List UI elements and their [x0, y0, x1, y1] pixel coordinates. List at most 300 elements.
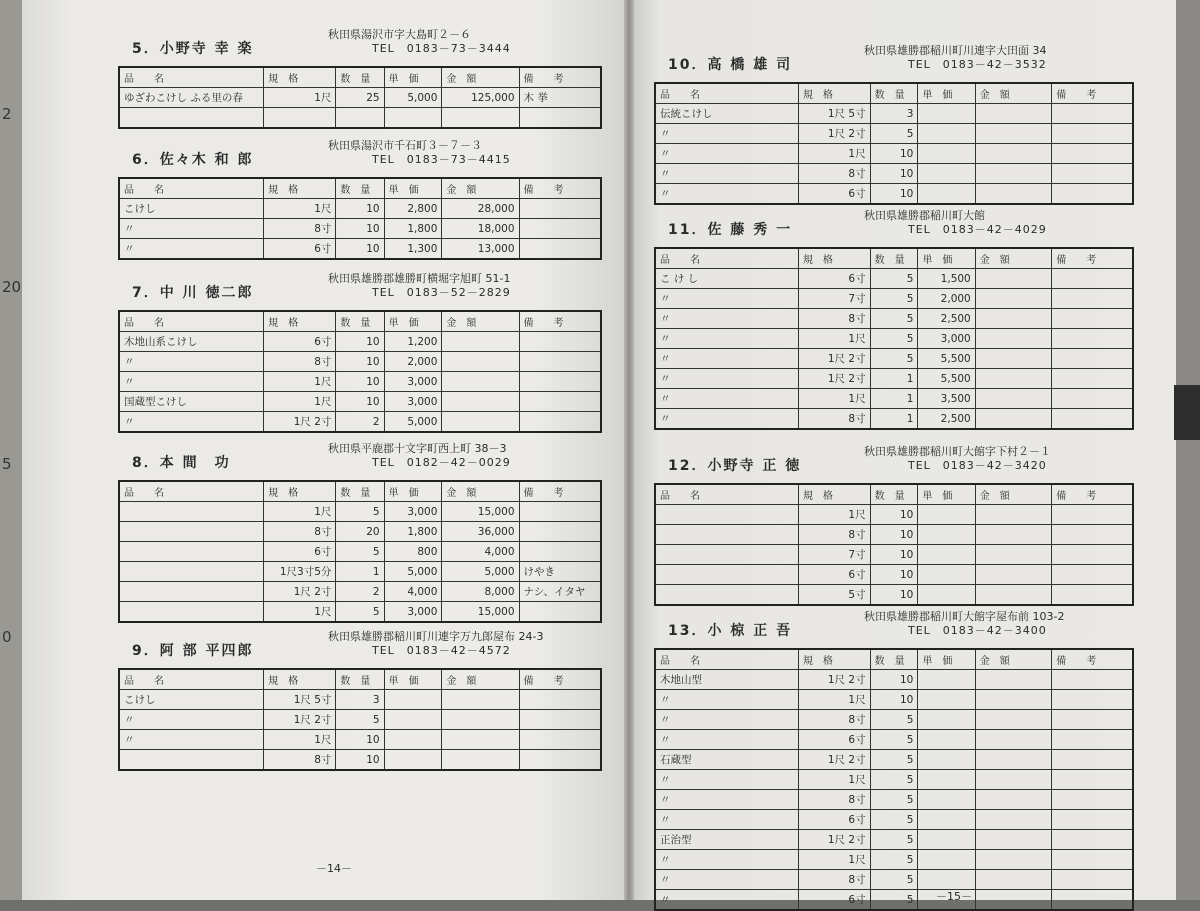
cell-amount: [975, 164, 1051, 184]
cell-unit: 3,000: [384, 372, 442, 392]
cell-name: 〃: [655, 164, 798, 184]
cell-note: けやき: [519, 562, 601, 582]
cell-unit: [918, 670, 975, 690]
cell-name: 〃: [655, 690, 798, 710]
table-row: [655, 730, 1133, 750]
cell-note: [519, 332, 601, 352]
cell-size: 6寸: [798, 810, 870, 830]
table-row: [119, 372, 601, 392]
cell-note: [1052, 389, 1133, 409]
cell-qty: 5: [870, 289, 918, 309]
cell-amount: [975, 790, 1051, 810]
cell-unit: [918, 104, 975, 124]
cell-size: 7寸: [798, 289, 870, 309]
cell-amount: 13,000: [442, 239, 519, 260]
column-header-note: 備 考: [1052, 484, 1133, 505]
cell-unit: 5,500: [918, 369, 975, 389]
table-row: [655, 525, 1133, 545]
cell-size: 1尺: [798, 144, 870, 164]
cell-size: 6寸: [264, 332, 336, 352]
cell-name: 〃: [655, 124, 798, 144]
cell-qty: 5: [870, 790, 918, 810]
table-row: [119, 108, 601, 129]
table-row: [119, 392, 601, 412]
column-header-size: 規 格: [264, 67, 336, 88]
cell-note: 木 挙: [519, 88, 601, 108]
cell-size: 6寸: [798, 565, 870, 585]
cell-amount: [975, 184, 1051, 205]
cell-note: [1052, 770, 1133, 790]
cell-unit: [918, 710, 975, 730]
cell-note: [1052, 670, 1133, 690]
cell-name: 〃: [119, 372, 264, 392]
column-header-name: 品 名: [655, 484, 798, 505]
column-header-note: 備 考: [1052, 649, 1133, 670]
cell-note: [1052, 525, 1133, 545]
cell-note: [519, 730, 601, 750]
price-table: [654, 648, 1134, 911]
cell-unit: 2,000: [384, 352, 442, 372]
cell-name: こ け し: [655, 269, 798, 289]
cell-amount: [975, 670, 1051, 690]
column-header-size: 規 格: [264, 311, 336, 332]
cell-note: [1052, 269, 1133, 289]
cell-name: 木地山型: [655, 670, 798, 690]
cell-qty: 10: [870, 164, 918, 184]
cell-amount: [975, 710, 1051, 730]
cell-size: 8寸: [264, 522, 336, 542]
cell-name: 〃: [655, 409, 798, 430]
cell-amount: [975, 104, 1051, 124]
price-table: [118, 310, 602, 433]
vendor-address: 秋田県平鹿郡十文字町西上町 38－3: [328, 442, 507, 455]
cell-note: [1052, 369, 1133, 389]
table-header-row: [655, 83, 1133, 104]
cell-note: [1052, 850, 1133, 870]
column-header-unit: 単 価: [384, 178, 442, 199]
column-header-amount: 金 額: [442, 311, 519, 332]
cell-qty: 2: [336, 582, 384, 602]
column-header-size: 規 格: [264, 481, 336, 502]
price-table: [654, 82, 1134, 205]
cell-amount: [975, 870, 1051, 890]
cell-note: [1052, 329, 1133, 349]
cell-note: [519, 199, 601, 219]
cell-qty: 1: [336, 562, 384, 582]
vendor-tel: TEL 0183－42－3420: [908, 459, 1047, 472]
cell-qty: 5: [870, 850, 918, 870]
cell-amount: [975, 409, 1051, 430]
vendor-name: 7．中 川 徳二郎: [132, 285, 254, 301]
cell-unit: [384, 730, 442, 750]
column-header-unit: 単 価: [384, 67, 442, 88]
column-header-name: 品 名: [119, 669, 264, 690]
cell-amount: [442, 690, 519, 710]
column-header-note: 備 考: [519, 178, 601, 199]
cell-note: [1052, 750, 1133, 770]
cell-qty: 2: [336, 412, 384, 433]
cell-qty: 10: [336, 199, 384, 219]
cell-qty: 5: [336, 502, 384, 522]
vendor-address: 秋田県湯沢市千石町３－７－３: [328, 139, 482, 152]
price-table: [118, 66, 602, 129]
cell-name: 〃: [655, 289, 798, 309]
cell-amount: [975, 289, 1051, 309]
cell-name: [119, 108, 264, 129]
column-header-qty: 数 量: [870, 484, 918, 505]
cell-qty: 10: [870, 585, 918, 606]
cell-name: [119, 542, 264, 562]
cell-size: 8寸: [264, 750, 336, 771]
cell-qty: 5: [870, 329, 918, 349]
cell-note: [1052, 144, 1133, 164]
cell-unit: [918, 585, 975, 606]
table-row: [119, 750, 601, 771]
cell-unit: [918, 830, 975, 850]
cell-qty: 5: [336, 602, 384, 623]
cell-amount: 36,000: [442, 522, 519, 542]
cell-unit: [918, 184, 975, 205]
cell-unit: [918, 545, 975, 565]
cell-qty: 10: [870, 525, 918, 545]
column-header-unit: 単 価: [384, 311, 442, 332]
cell-name: [119, 582, 264, 602]
cell-qty: 5: [870, 730, 918, 750]
cell-unit: 3,000: [384, 602, 442, 623]
ruler-mark: 2: [2, 105, 12, 123]
cell-qty: 5: [870, 349, 918, 369]
cell-name: [119, 522, 264, 542]
column-header-size: 規 格: [264, 178, 336, 199]
cell-size: 1尺: [264, 199, 336, 219]
table-row: [655, 369, 1133, 389]
cell-amount: [975, 144, 1051, 164]
cell-note: [519, 502, 601, 522]
cell-amount: [975, 810, 1051, 830]
cell-amount: 15,000: [442, 502, 519, 522]
table-row: [119, 690, 601, 710]
cell-note: [519, 412, 601, 433]
price-table: [118, 177, 602, 260]
cell-name: [655, 545, 798, 565]
cell-amount: [975, 830, 1051, 850]
cell-unit: [918, 870, 975, 890]
column-header-size: 規 格: [798, 649, 870, 670]
vendor-header: [118, 137, 602, 177]
cell-qty: 5: [870, 750, 918, 770]
cell-amount: [975, 690, 1051, 710]
cell-name: 〃: [655, 184, 798, 205]
cell-size: 1尺 5寸: [798, 104, 870, 124]
cell-note: [1052, 585, 1133, 606]
column-header-size: 規 格: [798, 248, 870, 269]
cell-qty: 5: [870, 124, 918, 144]
column-header-note: 備 考: [519, 481, 601, 502]
cell-unit: 3,500: [918, 389, 975, 409]
vendor-name: 9．阿 部 平四郎: [132, 643, 254, 659]
cell-amount: [975, 750, 1051, 770]
ruler: [0, 0, 22, 900]
table-row: [119, 602, 601, 623]
table-row: [655, 690, 1133, 710]
vendor-tel: TEL 0183－52－2829: [372, 286, 511, 299]
cell-qty: 5: [870, 890, 918, 911]
cell-name: 〃: [119, 352, 264, 372]
cell-size: 1尺: [264, 502, 336, 522]
cell-size: 1尺 2寸: [798, 349, 870, 369]
cell-note: [1052, 730, 1133, 750]
cell-note: [1052, 309, 1133, 329]
vendor-tel: TEL 0183－73－3444: [372, 42, 511, 55]
cell-unit: 5,000: [384, 412, 442, 433]
cell-amount: [975, 349, 1051, 369]
column-header-name: 品 名: [119, 67, 264, 88]
cell-note: [1052, 124, 1133, 144]
table-header-row: [119, 311, 601, 332]
vendor-address: 秋田県雄勝郡稲川町川連字大田面 34: [864, 44, 1047, 57]
cell-size: 1尺: [798, 690, 870, 710]
cell-note: [1052, 710, 1133, 730]
column-header-amount: 金 額: [975, 83, 1051, 104]
cell-amount: [975, 585, 1051, 606]
column-header-qty: 数 量: [336, 67, 384, 88]
vendor-section: [118, 270, 602, 433]
table-row: [119, 352, 601, 372]
cell-size: 1尺 5寸: [264, 690, 336, 710]
cell-amount: 8,000: [442, 582, 519, 602]
column-header-name: 品 名: [655, 248, 798, 269]
cell-size: 6寸: [264, 239, 336, 260]
column-header-size: 規 格: [264, 669, 336, 690]
table-row: [655, 164, 1133, 184]
cell-unit: [918, 124, 975, 144]
cell-amount: [975, 505, 1051, 525]
column-header-note: 備 考: [1052, 83, 1133, 104]
table-row: [655, 585, 1133, 606]
cell-note: [1052, 409, 1133, 430]
column-header-amount: 金 額: [442, 67, 519, 88]
cell-amount: [442, 332, 519, 352]
cell-name: こけし: [119, 690, 264, 710]
cell-qty: 10: [336, 750, 384, 771]
vendor-header: [118, 440, 602, 480]
cell-size: 8寸: [798, 790, 870, 810]
column-header-qty: 数 量: [870, 83, 918, 104]
cell-unit: 2,800: [384, 199, 442, 219]
table-row: [655, 184, 1133, 205]
table-row: [655, 565, 1133, 585]
cell-note: [1052, 565, 1133, 585]
cell-qty: 1: [870, 389, 918, 409]
vendor-address: 秋田県湯沢市字大島町２－６: [328, 28, 471, 41]
cell-qty: 10: [870, 184, 918, 205]
cell-unit: [918, 790, 975, 810]
cell-qty: 5: [870, 870, 918, 890]
cell-size: 1尺: [264, 602, 336, 623]
cell-qty: 10: [870, 565, 918, 585]
cell-name: 〃: [655, 349, 798, 369]
vendor-name: 8．本 間 功: [132, 455, 231, 471]
table-row: [119, 730, 601, 750]
table-row: [655, 389, 1133, 409]
cell-name: [655, 565, 798, 585]
cell-unit: 2,500: [918, 309, 975, 329]
column-header-name: 品 名: [655, 83, 798, 104]
column-header-name: 品 名: [655, 649, 798, 670]
table-header-row: [119, 178, 601, 199]
cell-name: 〃: [119, 239, 264, 260]
table-row: [655, 124, 1133, 144]
vendor-section: [118, 440, 602, 623]
table-row: [655, 810, 1133, 830]
cell-amount: [442, 730, 519, 750]
table-header-row: [655, 248, 1133, 269]
vendor-tel: TEL 0183－42－4572: [372, 644, 511, 657]
cell-unit: [918, 505, 975, 525]
cell-amount: [442, 372, 519, 392]
table-row: [119, 582, 601, 602]
cell-size: 1尺 2寸: [798, 830, 870, 850]
cell-unit: [384, 710, 442, 730]
table-row: [655, 289, 1133, 309]
column-header-note: 備 考: [1052, 248, 1133, 269]
cell-qty: 10: [336, 372, 384, 392]
cell-amount: [975, 309, 1051, 329]
cell-size: 6寸: [798, 184, 870, 205]
table-row: [655, 850, 1133, 870]
cell-note: [1052, 830, 1133, 850]
table-header-row: [119, 669, 601, 690]
cell-amount: [442, 392, 519, 412]
table-row: [655, 710, 1133, 730]
vendor-tel: TEL 0183－42－3400: [908, 624, 1047, 637]
cell-note: [1052, 690, 1133, 710]
cell-name: 〃: [655, 790, 798, 810]
background-edge: [1176, 0, 1200, 900]
cell-qty: 10: [336, 730, 384, 750]
table-row: [119, 88, 601, 108]
cell-qty: 5: [870, 269, 918, 289]
cell-name: 〃: [655, 710, 798, 730]
vendor-name: 5．小野寺 幸 楽: [132, 41, 254, 57]
cell-name: 正治型: [655, 830, 798, 850]
vendor-section: [654, 443, 1134, 606]
vendor-tel: TEL 0183－42－3532: [908, 58, 1047, 71]
table-row: [119, 522, 601, 542]
cell-name: 〃: [655, 810, 798, 830]
ruler-mark: 0: [2, 628, 12, 646]
cell-amount: 125,000: [442, 88, 519, 108]
vendor-name: 10．高 橋 雄 司: [668, 57, 793, 73]
cell-size: 6寸: [798, 269, 870, 289]
cell-amount: [975, 565, 1051, 585]
cell-note: [519, 710, 601, 730]
cell-name: 〃: [655, 870, 798, 890]
column-header-name: 品 名: [119, 178, 264, 199]
table-row: [655, 770, 1133, 790]
cell-qty: 10: [336, 332, 384, 352]
cell-size: 1尺 2寸: [798, 124, 870, 144]
table-row: [655, 750, 1133, 770]
vendor-header: [118, 628, 602, 668]
column-header-note: 備 考: [519, 67, 601, 88]
cell-name: 〃: [655, 850, 798, 870]
cell-amount: [442, 412, 519, 433]
vendor-tel: TEL 0182－42－0029: [372, 456, 511, 469]
cell-unit: [918, 565, 975, 585]
cell-unit: [918, 770, 975, 790]
cell-amount: [442, 108, 519, 129]
cell-unit: 2,000: [918, 289, 975, 309]
cell-unit: [918, 850, 975, 870]
cell-name: 〃: [655, 730, 798, 750]
cell-size: 6寸: [798, 730, 870, 750]
vendor-section: [654, 207, 1134, 430]
cell-size: 1尺: [798, 770, 870, 790]
table-row: [119, 239, 601, 260]
cell-qty: 5: [870, 810, 918, 830]
cell-amount: [442, 750, 519, 771]
table-header-row: [119, 481, 601, 502]
table-header-row: [655, 484, 1133, 505]
cell-note: [1052, 349, 1133, 369]
ruler-mark: 20: [2, 278, 22, 296]
cell-note: [1052, 810, 1133, 830]
vendor-address: 秋田県雄勝郡雄勝町横堀字旭町 51-1: [328, 272, 511, 285]
cell-amount: [975, 545, 1051, 565]
vendor-section: [118, 137, 602, 260]
column-header-unit: 単 価: [384, 481, 442, 502]
cell-note: [519, 602, 601, 623]
column-header-size: 規 格: [798, 83, 870, 104]
cell-size: 1尺: [798, 389, 870, 409]
table-row: [655, 269, 1133, 289]
table-row: [655, 349, 1133, 369]
cell-unit: [384, 690, 442, 710]
vendor-name: 13．小 椋 正 吾: [668, 623, 793, 639]
cell-name: 国蔵型こけし: [119, 392, 264, 412]
cell-unit: 4,000: [384, 582, 442, 602]
page-number-left: －14－: [316, 862, 352, 875]
cell-size: 8寸: [264, 219, 336, 239]
cell-note: [1052, 289, 1133, 309]
cell-name: 〃: [655, 369, 798, 389]
column-header-qty: 数 量: [336, 178, 384, 199]
cell-name: [655, 585, 798, 606]
cell-note: [519, 372, 601, 392]
cell-qty: 3: [336, 690, 384, 710]
cell-amount: [975, 124, 1051, 144]
cell-qty: 10: [870, 545, 918, 565]
table-row: [119, 710, 601, 730]
table-row: [119, 542, 601, 562]
vendor-header: [654, 443, 1134, 483]
cell-unit: [918, 164, 975, 184]
cell-unit: 1,300: [384, 239, 442, 260]
cell-size: 1尺 2寸: [264, 582, 336, 602]
cell-size: 8寸: [798, 309, 870, 329]
vendor-section: [118, 628, 602, 771]
cell-size: 1尺 2寸: [264, 710, 336, 730]
column-header-amount: 金 額: [442, 481, 519, 502]
cell-name: 〃: [119, 710, 264, 730]
cell-unit: 5,500: [918, 349, 975, 369]
cell-size: 1尺: [264, 730, 336, 750]
cell-note: [1052, 790, 1133, 810]
column-header-unit: 単 価: [918, 484, 975, 505]
cell-unit: 1,500: [918, 269, 975, 289]
cell-size: 7寸: [798, 545, 870, 565]
